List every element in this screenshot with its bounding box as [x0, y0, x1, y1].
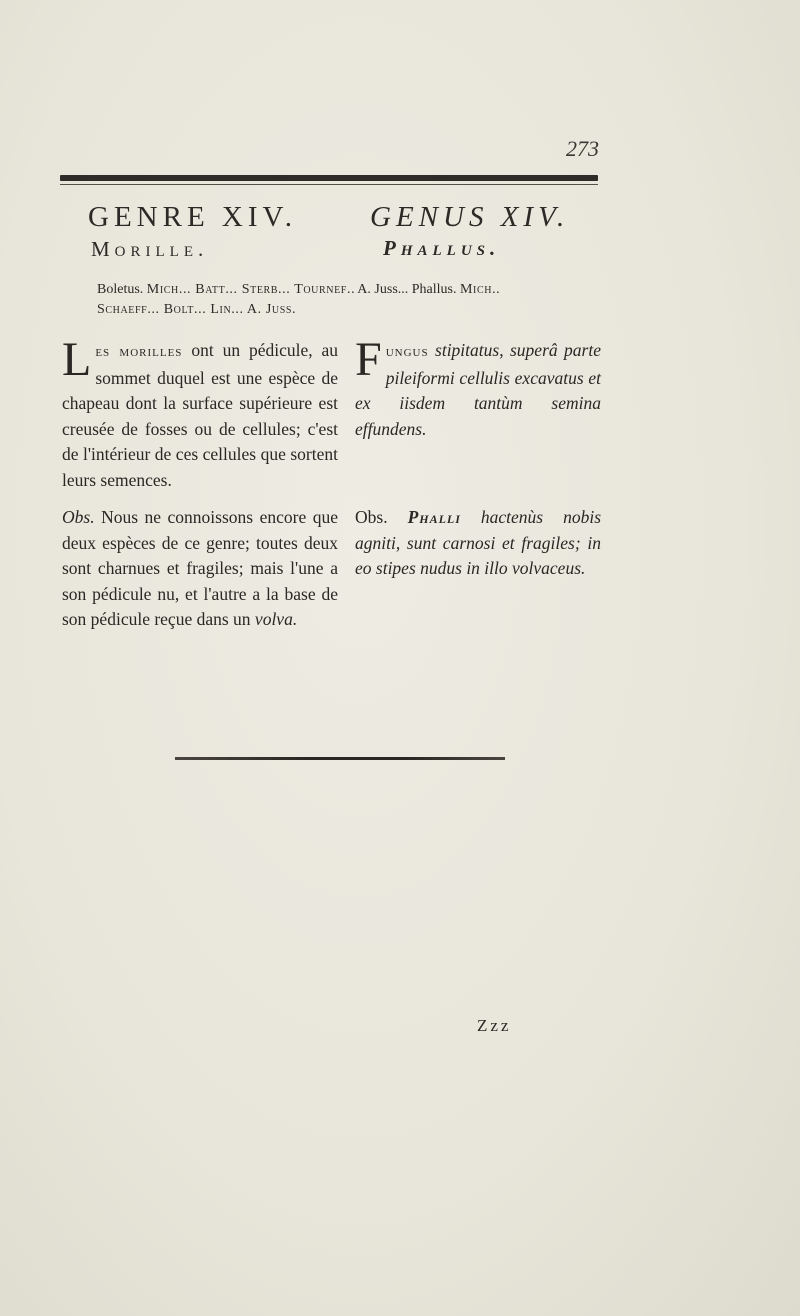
- obs-label-latin: Obs.: [355, 507, 388, 527]
- description-french: [62, 333, 339, 493]
- description-text-latin: stipitatus, superâ parte pileiformi cellulis excavatus et ex iisdem tantùm semina effundens.: [355, 340, 601, 439]
- synonym-authors-1: Mich... Batt... Sterb... Tournef.: [146, 282, 352, 297]
- genre-heading-latin: GENUS XIV.: [370, 201, 570, 233]
- header-rule: [60, 175, 598, 181]
- section-end-rule: [175, 757, 505, 760]
- obs-volva: volva.: [254, 609, 298, 629]
- synonym-phallus: . A. Juss... Phallus.: [351, 282, 457, 297]
- page-number: 273: [566, 136, 599, 161]
- description-latin: [355, 333, 601, 442]
- synonymy-references: [97, 280, 607, 320]
- synonym-boletus: Boletus.: [97, 282, 144, 297]
- obs-text-latin: hactenùs nobis agniti, sunt carnosi et fragiles; in eo stipes nudus in illo volvaceus.: [355, 507, 601, 578]
- genus-name-french: Morille.: [91, 237, 209, 261]
- synonym-authors-3: Schaeff... Bolt... Lin... A. Juss.: [97, 302, 297, 317]
- lead-words-french: es morilles: [95, 344, 183, 360]
- signature-mark: Zzz: [477, 1016, 512, 1035]
- genus-name-latin: Phallus.: [383, 236, 501, 260]
- description-text-french: ont un pédicule, au sommet duquel est une espèce de chapeau dont la surface supérieure est creusée de fosses ou de cellules; c'est de l'intérieur de ces cellules que sortent leurs semences.: [62, 340, 339, 490]
- observation-french: [62, 505, 338, 633]
- observation-latin: [355, 505, 601, 582]
- synonym-authors-2: Mich..: [460, 282, 501, 297]
- drop-cap-latin: F: [355, 333, 382, 386]
- drop-cap-french: L: [62, 333, 92, 386]
- obs-genus-latin: Phalli: [407, 507, 461, 527]
- genre-heading-french: GENRE XIV.: [88, 201, 297, 233]
- obs-label-french: Obs.: [62, 507, 95, 527]
- lead-words-latin: ungus: [385, 344, 429, 360]
- obs-text-french: Nous ne connoissons encore que deux espèces de ce genre; toutes deux sont charnues et fragiles; mais l'une a son pédicule nu, et l'autre a la base de son pédicule reçue dans un: [62, 507, 338, 629]
